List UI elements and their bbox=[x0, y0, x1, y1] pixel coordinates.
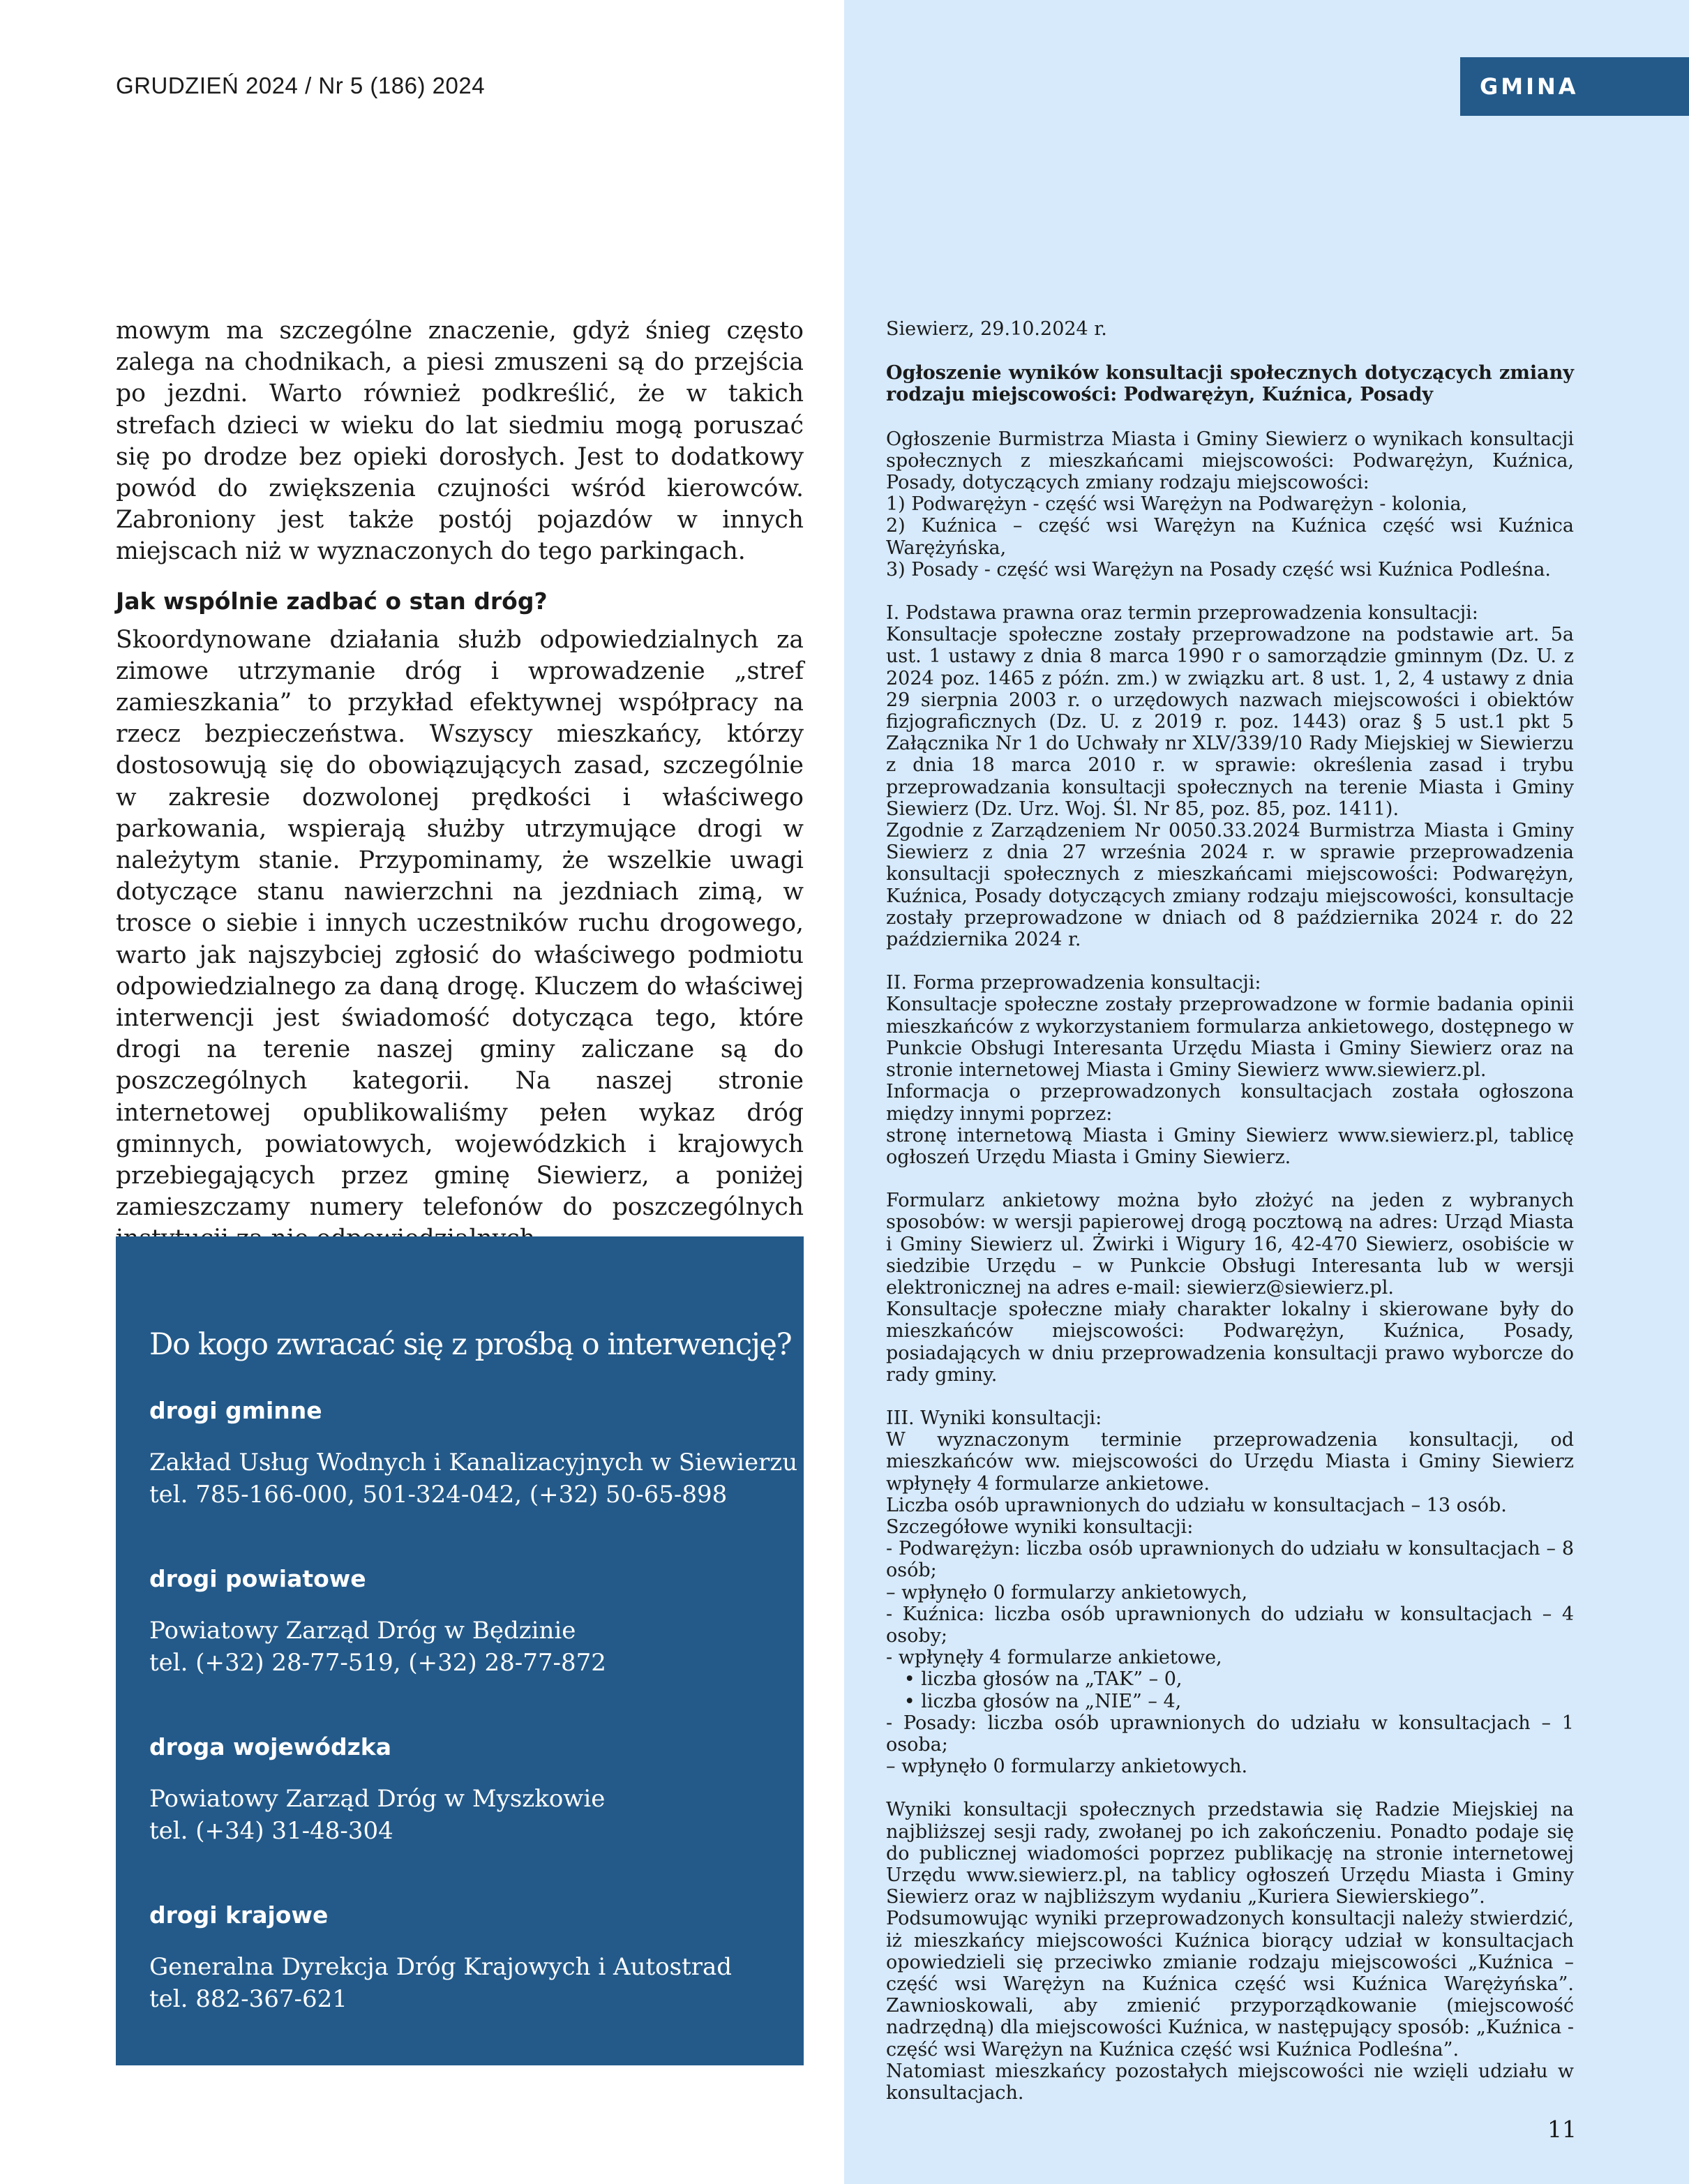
notice-line: Szczegółowe wyniki konsultacji: bbox=[886, 1516, 1194, 1538]
notice-line: - Posady: liczba osób uprawnionych do udziału w konsultacjach – 1 osoba; bbox=[886, 1712, 1574, 1756]
contact-group-name: drogi powiatowe bbox=[149, 1565, 366, 1592]
contact-group-drogi-gminne bbox=[149, 1397, 798, 1511]
contact-box-title: Do kogo zwracać się z prośbą o interwencję? bbox=[149, 1327, 792, 1362]
notice-summary bbox=[886, 1799, 1574, 2104]
notice-line: – wpłynęło 0 formularzy ankietowych. bbox=[886, 1756, 1248, 1778]
contact-phone: tel. 882-367-621 bbox=[149, 1985, 347, 2013]
page-number: 11 bbox=[1547, 2116, 1577, 2143]
notice-line: 1) Podwarężyn - część wsi Warężyn na Podwarężyn - kolonia, bbox=[886, 493, 1468, 516]
notice-line: – wpłynęło 0 formularzy ankietowych, bbox=[886, 1581, 1248, 1603]
contact-group-drogi-powiatowe bbox=[149, 1565, 770, 1679]
notice-line: Konsultacje społeczne zostały przeprowadzone w formie badania opinii mieszkańców z wykorzystaniem formularza ankietowego, dostępnego w Punkcie Obsługi Interesanta Urzędu Miasta i Gminy Siewierz oraz na stronie internetowej Miasta i Gminy Siewierz www.siewierz.pl. bbox=[886, 994, 1574, 1082]
article-paragraph: Skoordynowane działania służb odpowiedzialnych za zimowe utrzymanie dróg i wprowadzenie „stref zamieszkania” to przykład efektywnej współpracy na rzecz bezpieczeństwa. Wszyscy mieszkańcy, którzy dostosowują się do obowiązujących zasad, szczególnie w zakresie dozwolonej prędkości i właściwego parkowania, wspierają służby utrzymujące drogi w należytym stanie. Przypominamy, że wszelkie uwagi dotyczące stanu nawierzchni na jezdniach zimą, w trosce o siebie i innych uczestników ruchu drogowego, warto jak najszybciej zgłosić do właściwego podmiotu odpowiedzialnego za daną drogę. Kluczem do właściwej interwencji jest świadomość dotycząca tego, które drogi na terenie naszej gminy zaliczane są do poszczególnych kategorii. Na naszej stronie internetowej opublikowaliśmy pełen wykaz dróg gminnych, powiatowych, wojewódzkich i krajowych przebiegających przez gminę Siewierz, a poniżej zamieszczamy numery telefonów do poszczególnych bbox=[116, 625, 804, 1222]
notice-line: 2) Kuźnica – część wsi Warężyn na Kuźnica część wsi Kuźnica Warężyńska, bbox=[886, 515, 1574, 559]
notice-line: - wpłynęły 4 formularze ankietowe, bbox=[886, 1647, 1222, 1669]
notice-intro bbox=[886, 428, 1574, 581]
contact-group-drogi-krajowe bbox=[149, 1901, 770, 2015]
contact-box bbox=[116, 1236, 804, 2065]
notice-line: W wyznaczonym terminie przeprowadzenia konsultacji, od mieszkańców ww. miejscowości do Urzędu Miasta i Gminy Siewierz wpłynęły 4 formularze ankietowe. bbox=[886, 1429, 1574, 1495]
notice-line: • liczba głosów na „NIE” – 4, bbox=[886, 1690, 1182, 1712]
notice-submission bbox=[886, 1190, 1574, 1386]
notice-line: • liczba głosów na „TAK” – 0, bbox=[886, 1668, 1183, 1691]
notice-line: Konsultacje społeczne zostały przeprowadzone na podstawie art. 5a ust. 1 ustawy z dnia 8 marca 1990 r o samorządzie gminnym (Dz. U. z 2024 poz. 1465 z późn. zm.) w związku art. 8 ust. 1, 2, 4 ustawy z dnia 29 sierpnia 2003 r. o urzędowych nazwach miejscowości i obiektów fizjograficznych (Dz. U. z 2019 r. poz. 1443) oraz § 5 ust.1 pkt 5 Załącznika Nr 1 do Uchwały nr XLV/339/10 Rady Miejskiej w Siewierzu z dnia 18 marca 2010 r. w sprawie: określenia zasad i trybu przeprowadzania konsultacji społecznych na terenie Miasta i Gminy Siewierz (Dz. Urz. Woj. Śl. Nr 85, poz. 85, poz. 1411). bbox=[886, 624, 1574, 820]
notice-line: Zgodnie z Zarządzeniem Nr 0050.33.2024 Burmistrza Miasta i Gminy Siewierz z dnia 27 września 2024 r. w sprawie przeprowadzenia konsultacji społecznych z mieszkańcami miejscowości: Podwarężyn, Kuźnica, Posady dotyczących zmiany rodzaju miejscowości, konsultacje zostały przeprowadzone w dniach od 8 października 2024 r. do 22 października 2024 r. bbox=[886, 820, 1574, 951]
contact-organization: Zakład Usług Wodnych i Kanalizacyjnych w Siewierzu bbox=[149, 1449, 798, 1476]
notice-column bbox=[886, 318, 1574, 2125]
contact-group-name: droga wojewódzka bbox=[149, 1733, 391, 1760]
contact-phone: tel. (+32) 28-77-519, (+32) 28-77-872 bbox=[149, 1649, 606, 1677]
notice-line: Informacja o przeprowadzonych konsultacjach została ogłoszona między innymi poprzez: bbox=[886, 1081, 1574, 1125]
section-badge: GMINA bbox=[1460, 57, 1689, 116]
notice-results bbox=[886, 1407, 1574, 1777]
contact-phone: tel. (+34) 31-48-304 bbox=[149, 1817, 393, 1845]
contact-group-droga-wojewodzka bbox=[149, 1733, 770, 1847]
article-column bbox=[116, 315, 804, 1255]
notice-line: Formularz ankietowy można było złożyć na jeden z wybranych sposobów: w wersji papierowej drogą pocztową na adres: Urząd Miasta i Gminy Siewierz ul. Żwirki i Wigury 16, 42-470 Siewierz, osobiście w siedzibie Urzędu – w Punkcie Obsługi Interesanta lub w wersji elektronicznej na adres e-mail: siewierz@siewierz.pl. bbox=[886, 1190, 1574, 1299]
notice-line: I. Podstawa prawna oraz termin przeprowadzenia konsultacji: bbox=[886, 602, 1478, 624]
contact-group-name: drogi krajowe bbox=[149, 1901, 329, 1929]
notice-line: - Podwarężyn: liczba osób uprawnionych do udziału w konsultacjach – 8 osób; bbox=[886, 1538, 1574, 1582]
contact-phone: tel. 785-166-000, 501-324-042, (+32) 50-65-898 bbox=[149, 1481, 728, 1509]
notice-title: Ogłoszenie wyników konsultacji społecznych dotyczących zmiany rodzaju miejscowości: Podwarężyn, Kuźnica, Posady bbox=[886, 362, 1574, 406]
contact-organization: Powiatowy Zarząd Dróg w Będzinie bbox=[149, 1617, 576, 1645]
notice-consultation-form bbox=[886, 972, 1574, 1168]
notice-line: Ogłoszenie Burmistrza Miasta i Gminy Siewierz o wynikach konsultacji społecznych z mieszkańcami miejscowości: Podwarężyn, Kuźnica, Posady, dotyczących zmiany rodzaju miejscowości: bbox=[886, 428, 1574, 494]
notice-line: Natomiast mieszkańcy pozostałych miejscowości nie wzięli udziału w konsultacjach. bbox=[886, 2060, 1574, 2104]
notice-date: Siewierz, 29.10.2024 r. bbox=[886, 318, 1107, 340]
issue-info: GRUDZIEŃ 2024 / Nr 5 (186) 2024 bbox=[116, 73, 486, 98]
notice-line: II. Forma przeprowadzenia konsultacji: bbox=[886, 972, 1261, 994]
notice-line: Liczba osób uprawnionych do udziału w konsultacjach – 13 osób. bbox=[886, 1494, 1507, 1516]
notice-line: Wyniki konsultacji społecznych przedstawia się Radzie Miejskiej na najbliższej sesji rady, zwołanej po ich zakończeniu. Ponadto podaje się do publicznej wiadomości poprzez publikację na stronie internetowej Urzędu www.siewierz.pl, na tablicy ogłoszeń Urzędu Miasta i Gminy Siewierz oraz w najbliższym wydaniu „Kuriera Siewierskiego”. bbox=[886, 1799, 1574, 1908]
notice-line: Konsultacje społeczne miały charakter lokalny i skierowane były do mieszkańców miejscowości: Podwarężyn, Kuźnica, Posady, posiadających w dniu przeprowadzenia konsultacji prawo wyborcze do rady gminy. bbox=[886, 1299, 1574, 1386]
notice-line: III. Wyniki konsultacji: bbox=[886, 1407, 1102, 1429]
notice-legal-basis bbox=[886, 602, 1574, 950]
contact-organization: Generalna Dyrekcja Dróg Krajowych i Autostrad bbox=[149, 1953, 732, 1981]
contact-group-name: drogi gminne bbox=[149, 1397, 322, 1424]
contact-organization: Powiatowy Zarząd Dróg w Myszkowie bbox=[149, 1785, 606, 1813]
notice-line: - Kuźnica: liczba osób uprawnionych do udziału w konsultacjach – 4 osoby; bbox=[886, 1603, 1574, 1647]
article-subheading: Jak wspólnie zadbać o stan dróg? bbox=[116, 587, 548, 615]
notice-line: 3) Posady - część wsi Warężyn na Posady część wsi Kuźnica Podleśna. bbox=[886, 558, 1552, 581]
notice-line: Podsumowując wyniki przeprowadzonych konsultacji należy stwierdzić, iż mieszkańcy miejscowości Kuźnica biorący udział w konsultacjach opowiedzieli się przeciwko zmianie rodzaju miejscowości „Kuźnica – część wsi Warężyn na Kuźnica część wsi Kuźnica Warężyńska”. Zawnioskowali, aby zmienić przyporządkowanie (miejscowość nadrzędną) dla miejscowości Kuźnica, w następujący sposób: „Kuźnica - część wsi Warężyn na Kuźnica część wsi Kuźnica Podleśna”. bbox=[886, 1908, 1574, 2060]
notice-line: stronę internetową Miasta i Gminy Siewierz www.siewierz.pl, tablicę ogłoszeń Urzędu Miasta i Gminy Siewierz. bbox=[886, 1124, 1574, 1168]
article-paragraph: mowym ma szczególne znaczenie, gdyż śnieg często zalega na chodnikach, a piesi zmuszeni są do przejścia po jezdni. Warto również podkreślić, że w takich strefach dzieci w wieku do lat siedmiu mogą poruszać się po drodze bez opieki dorosłych. Jest to dodatkowy powód do zwiększenia czujności wśród kierowców. Zabroniony jest także postój pojazdów w innych miejscach niż w wyznaczonych do tego parkingach. bbox=[116, 317, 804, 566]
